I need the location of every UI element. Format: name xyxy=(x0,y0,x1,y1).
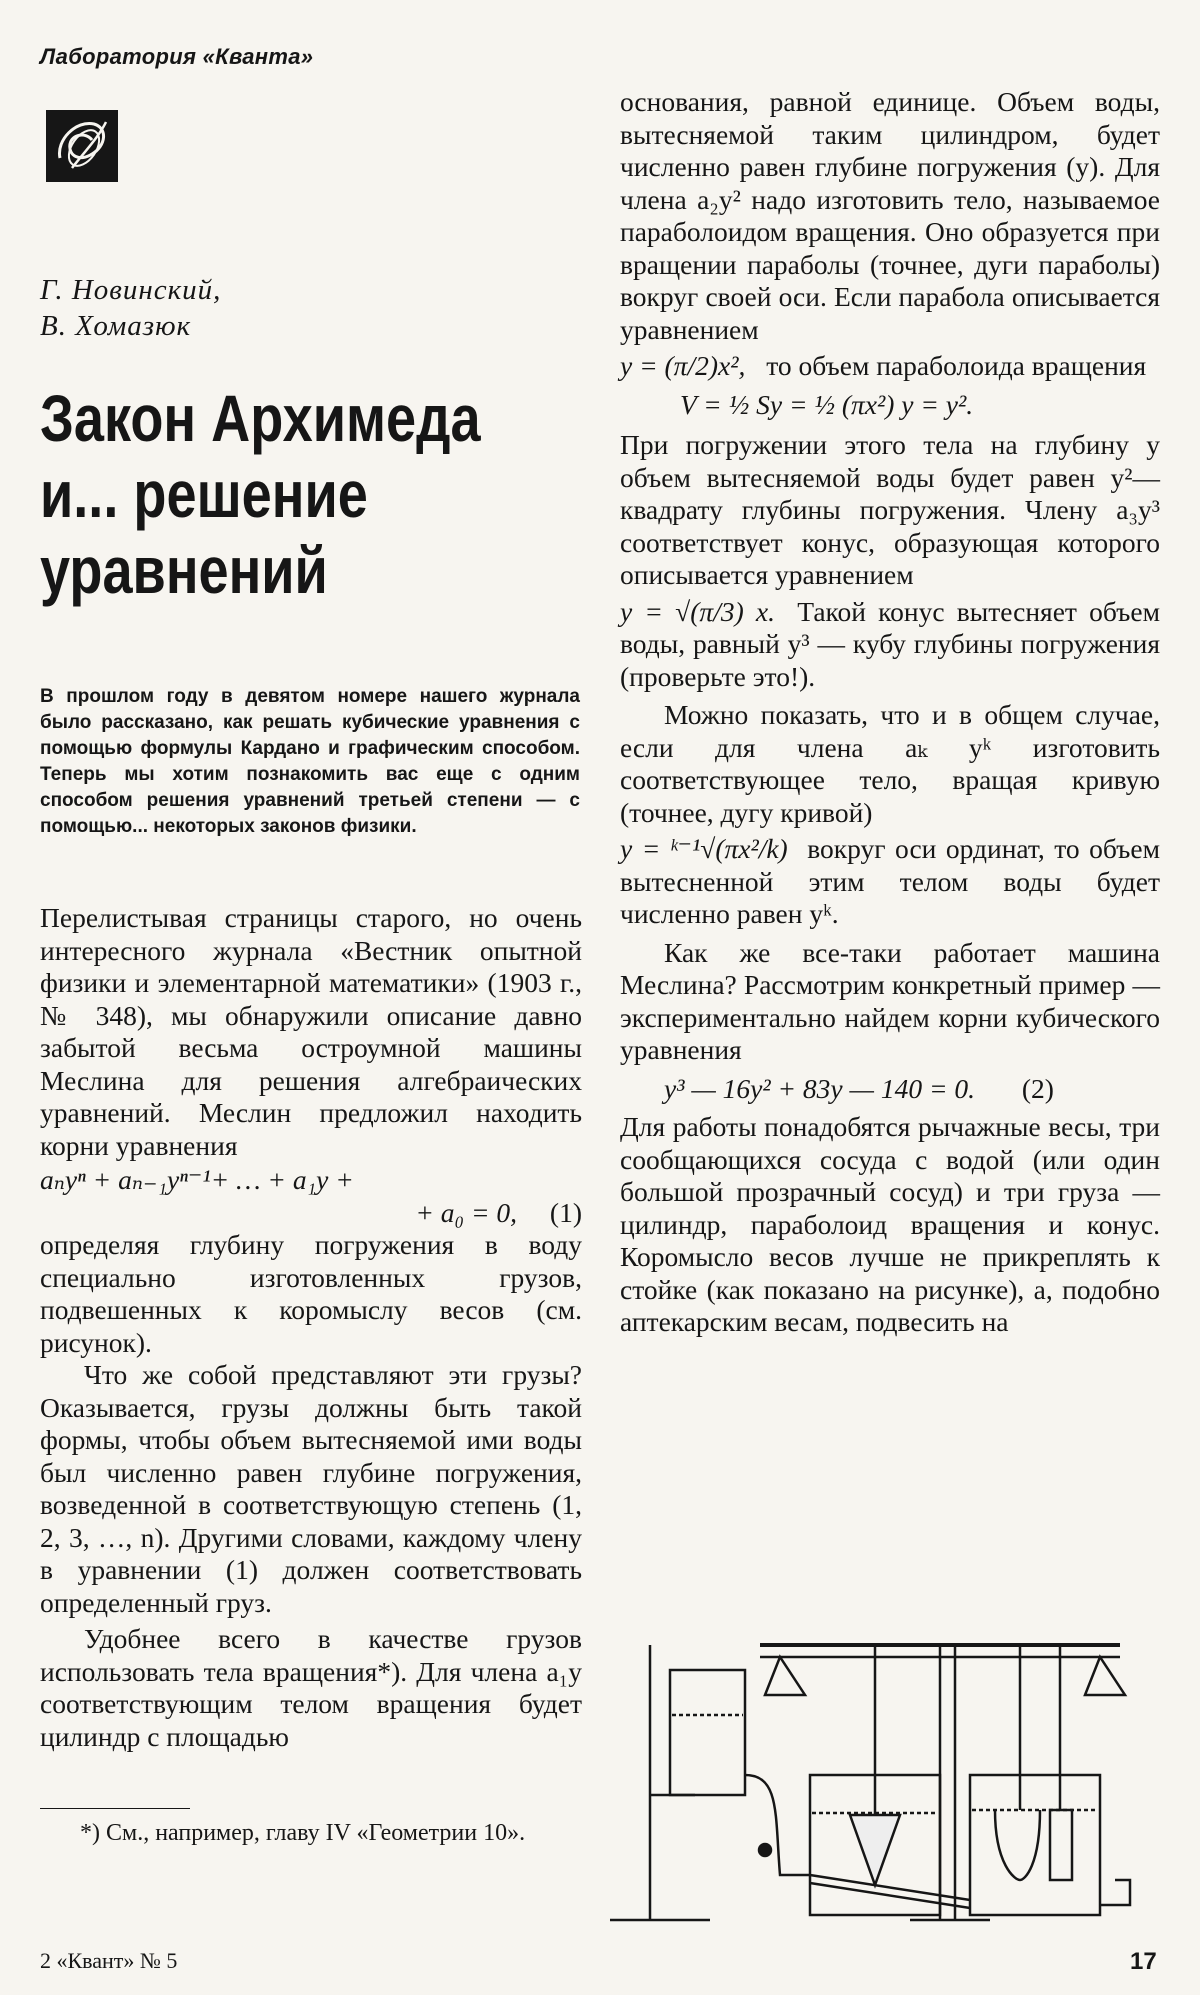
balance-apparatus-illustration xyxy=(610,1615,1160,1935)
left-paragraph-2: определяя глубину погружения в воду специально изготовленных грузов, подвешенных к коромыслу весов (см. рисунок). xyxy=(40,1229,582,1358)
cone-equation: y = √(π/3) x. xyxy=(620,595,776,627)
equation-1-line-1: aₙyⁿ + aₙ₋₁yⁿ⁻¹+ … + a₁y + xyxy=(40,1164,354,1195)
right-paragraph-5: Для работы понадобятся рычажные весы, три сообщающихся сосуда с водой (или один большой прозрачный сосуд) и три груза — цилиндр, параболоид вращения и конус. Коромысло весов лучше не прикреплять к стойке (как показано на рисунке), а, подобно аптекарским весам, подвесить на xyxy=(620,1111,1160,1337)
article-title xyxy=(40,380,483,608)
paraboloid-equation: y = (π/2)x², xyxy=(620,350,746,381)
author-2: В. Хомазюк xyxy=(40,310,192,342)
volume-equation: V = ½ Sy = ½ (πx²) y = y². xyxy=(680,388,974,420)
general-equation-line xyxy=(620,833,1160,931)
left-paragraph-4: Удобнее всего в качестве грузов использовать тела вращения*). Для члена a₁y соответствующим телом вращения будет цилиндр с площадью xyxy=(40,1623,582,1752)
footer-issue: 2 «Квант» № 5 xyxy=(40,1948,178,1973)
equation-1-line-2 xyxy=(40,1197,582,1230)
laboratory-logo-icon xyxy=(46,110,118,182)
authors xyxy=(40,272,221,344)
footnote-rule xyxy=(40,1808,190,1809)
title-line-1: Закон Архимеда xyxy=(40,381,481,455)
paraboloid-equation-line xyxy=(620,350,1160,383)
equation-1-number: (1) xyxy=(549,1196,582,1228)
right-paragraph-4: Как же все-таки работает машина Меслина? Рассмотрим конкретный пример — экспериментально найдем корни кубического уравнения xyxy=(620,936,1160,1065)
lead-paragraph: В прошлом году в девятом номере нашего журнала было рассказано, как решать кубические уравнения с помощью формулы Кардано и графическим способом. Теперь мы хотим познакомить вас еще с одним способом решения уравнений третьей степени — с помощью... некоторых законов физики. xyxy=(40,686,580,837)
right-paragraph-1: основания, равной единице. Объем воды, вытесняемой таким цилиндром, будет численно равен глубине погружения (y). Для члена a₂y² надо изготовить тело, называемое параболоидом вращения. Оно образуется при вращении параболы (точнее, дуги параболы) вокруг своей оси. Если парабола описывается уравнением xyxy=(620,86,1160,345)
paraboloid-text: то объем параболоида вращения xyxy=(766,350,1147,381)
left-paragraph-1: Перелистывая страницы старого, но очень интересного журнала «Вестник опытной физики и элементарной математики» (1903 г., № 348), мы обнаружили описание давно забытой весьма остроумной машины Меслина для решения алгебраических уравнений. Меслин предложил находить корни уравнения xyxy=(40,902,582,1161)
cone-equation-line xyxy=(620,596,1160,694)
left-column xyxy=(40,902,582,1753)
equation-1-rhs: + a₀ = 0, xyxy=(415,1196,518,1228)
section-header: Лаборатория «Кванта» xyxy=(40,44,314,69)
page-number: 17 xyxy=(1130,1948,1157,1975)
equation-2-line xyxy=(664,1073,1160,1106)
right-column xyxy=(620,86,1160,1339)
general-text: вокруг оси ординат, то объем вытесненной этим телом воды будет численно равен yᵏ. xyxy=(620,833,1160,929)
right-paragraph-2: При погружении этого тела на глубину y объем вытесняемой воды будет равен y²— квадрату глубины погружения. Члену a₃y³ соответствует конус, образующая которого описывается уравнением xyxy=(620,429,1160,590)
author-1: Г. Новинский, xyxy=(40,274,222,306)
title-line-2: и... решение xyxy=(40,457,368,531)
equation-2-number: (2) xyxy=(1021,1072,1054,1104)
right-paragraph-3: Можно показать, что и в общем случае, если для члена aₖ yᵏ изготовить соответствующее тело, вращая кривую (точнее, дугу кривой) xyxy=(620,699,1160,828)
general-equation: y = ᵏ⁻¹√(πx²/k) xyxy=(620,833,788,864)
cone-text: Такой конус вытесняет объем воды, равный y³ — кубу глубины погружения (проверьте это!). xyxy=(620,595,1161,692)
footnote: *) См., например, главу IV «Геометрии 10». xyxy=(80,1820,526,1846)
equation-2: y³ — 16y² + 83y — 140 = 0. xyxy=(664,1072,975,1104)
equation-1 xyxy=(40,1164,582,1229)
left-paragraph-3: Что же собой представляют эти грузы? Оказывается, грузы должны быть такой формы, чтобы объем вытесняемой ими воды был численно равен глубине погружения, возведенной в соответствующую степень (1, 2, 3, …, n). Другими словами, каждому члену в уравнении (1) должен соответствовать определенный груз. xyxy=(40,1359,582,1618)
title-line-3: уравнений xyxy=(40,533,328,607)
